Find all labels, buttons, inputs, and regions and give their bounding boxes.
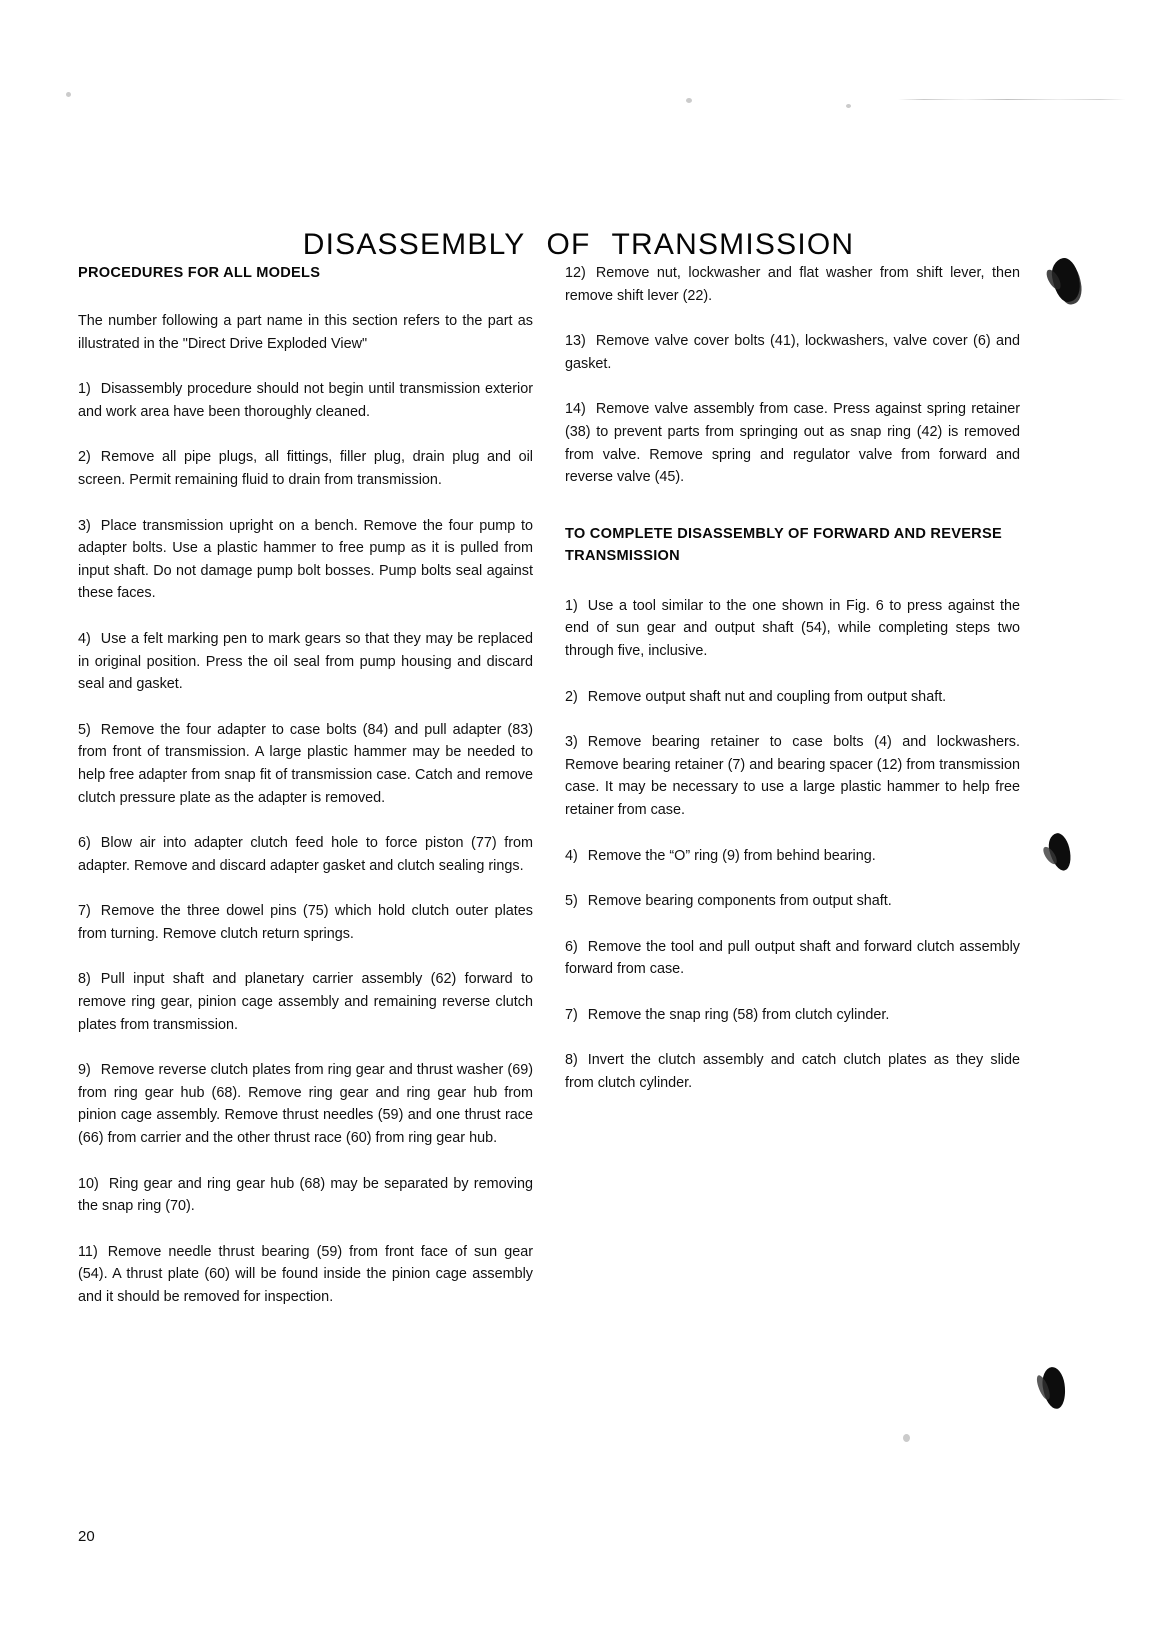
list-item <box>565 1004 1020 1027</box>
list-item <box>78 515 533 605</box>
binder-smudge-middle <box>1046 831 1075 873</box>
list-item <box>565 731 1020 821</box>
list-item <box>78 628 533 696</box>
step-text: Remove bearing retainer to case bolts (4) and lockwashers. Remove bearing retainer (7) and bearing spacer (12) from transmission case. It may be necessary to use a large plastic hammer to help free retainer from case. <box>565 734 1020 818</box>
step-number: 3) <box>78 517 91 534</box>
step-number: 7) <box>78 903 91 920</box>
step-number: 4) <box>78 630 91 647</box>
step-text: Remove the tool and pull output shaft and forward clutch assembly forward from case. <box>565 938 1020 978</box>
section-heading-complete-disassembly: TO COMPLETE DISASSEMBLY OF FORWARD AND REVERSE TRANSMISSION <box>565 525 1002 564</box>
step-number: 4) <box>565 847 578 864</box>
step-text: Remove needle thrust bearing (59) from front face of sun gear (54). A thrust plate (60) will be found inside the pinion cage assembly and it should be removed for inspection. <box>78 1243 533 1305</box>
step-text: Remove output shaft nut and coupling from output shaft. <box>587 688 947 705</box>
scan-speck <box>66 92 71 97</box>
step-number: 12) <box>565 265 586 281</box>
step-text: Remove the snap ring (58) from clutch cylinder. <box>587 1006 890 1023</box>
list-item <box>78 1059 533 1149</box>
left-column <box>78 262 533 1309</box>
step-text: Remove nut, lockwasher and flat washer from shift lever, then remove shift lever (22). <box>565 265 1020 304</box>
step-text: Pull input shaft and planetary carrier assembly (62) forward to remove ring gear, pinion cage assembly and remaining reverse clutch plates from transmission. <box>78 971 533 1033</box>
step-text: Remove valve assembly from case. Press against spring retainer (38) to prevent parts from springing out as snap ring (42) is removed from valve. Remove spring and regulator valve from forward and reverse valve (45). <box>565 401 1020 486</box>
step-number: 5) <box>565 893 578 910</box>
list-item <box>78 719 533 809</box>
step-number: 11) <box>78 1243 98 1260</box>
scan-speck <box>686 98 692 103</box>
list-item <box>565 1049 1020 1094</box>
step-number: 8) <box>78 971 91 988</box>
intro-paragraph: The number following a part name in this section refers to the part as illustrated in the "Direct Drive Exploded View" <box>78 313 533 352</box>
step-text: Disassembly procedure should not begin until transmission exterior and work area have been thoroughly cleaned. <box>78 381 533 420</box>
list-item <box>565 936 1020 981</box>
scan-speck <box>903 1434 910 1442</box>
step-text: Use a felt marking pen to mark gears so that they may be replaced in original position. Press the oil seal from pump housing and discard seal and gasket. <box>78 630 533 693</box>
step-number: 6) <box>78 835 91 852</box>
list-item <box>78 1173 533 1218</box>
list-item <box>78 446 533 491</box>
step-number: 2) <box>565 688 578 705</box>
step-number: 1) <box>78 381 91 398</box>
scan-speck <box>846 104 851 108</box>
step-number: 2) <box>78 449 91 466</box>
step-text: Ring gear and ring gear hub (68) may be separated by removing the snap ring (70). <box>78 1175 533 1215</box>
list-item <box>78 900 533 945</box>
step-number: 13) <box>565 333 586 350</box>
step-number: 14) <box>565 401 586 418</box>
step-text: Remove the “O” ring (9) from behind bearing. <box>587 847 876 864</box>
step-number: 6) <box>565 938 578 955</box>
step-number: 3) <box>565 734 578 751</box>
binder-smudge-top <box>1049 256 1084 304</box>
step-text: Remove the four adapter to case bolts (84) and pull adapter (83) from front of transmission. A large plastic hammer may be needed to help free adapter from snap fit of transmission case. Catch and remove clutch pressure plate as the adapter is removed. <box>78 721 533 806</box>
step-text: Remove valve cover bolts (41), lockwashers, valve cover (6) and gasket. <box>565 333 1020 372</box>
list-item <box>565 595 1020 663</box>
step-number: 10) <box>78 1175 99 1192</box>
step-text: Remove the three dowel pins (75) which hold clutch outer plates from turning. Remove clutch return springs. <box>78 903 533 942</box>
list-item <box>565 890 1020 913</box>
page-title: DISASSEMBLY OF TRANSMISSION <box>302 228 855 262</box>
list-item <box>565 845 1020 868</box>
list-item <box>78 832 533 877</box>
list-item <box>78 1241 533 1309</box>
list-item <box>565 262 1020 307</box>
step-number: 5) <box>78 721 91 738</box>
step-number: 1) <box>565 597 578 614</box>
step-number: 7) <box>565 1006 578 1023</box>
list-item <box>565 398 1020 488</box>
step-number: 8) <box>565 1052 578 1069</box>
step-text: Use a tool similar to the one shown in Fig. 6 to press against the end of sun gear and output shaft (54), while completing steps two through five, inclusive. <box>565 597 1020 659</box>
right-column <box>565 262 1020 1095</box>
step-number: 9) <box>78 1062 91 1079</box>
step-text: Remove bearing components from output shaft. <box>587 893 892 910</box>
list-item <box>565 686 1020 709</box>
step-text: Remove reverse clutch plates from ring gear and thrust washer (69) from ring gear hub (68). Remove ring gear and ring gear hub from pinion cage assembly. Remove thrust needles (59) and one thrust race (66) from carrier and the other thrust race (60) from ring gear hub. <box>78 1062 533 1147</box>
step-text: Blow air into adapter clutch feed hole to force piston (77) from adapter. Remove and discard adapter gasket and clutch sealing rings. <box>78 835 533 874</box>
list-item <box>78 968 533 1036</box>
section-heading-procedures: PROCEDURES FOR ALL MODELS <box>78 265 321 281</box>
list-item <box>565 330 1020 375</box>
binder-smudge-bottom <box>1040 1366 1068 1411</box>
step-text: Remove all pipe plugs, all fittings, filler plug, drain plug and oil screen. Permit remaining fluid to drain from transmission. <box>78 449 533 488</box>
step-text: Place transmission upright on a bench. Remove the four pump to adapter bolts. Use a plastic hammer to free pump as it is pulled from input shaft. Do not damage pump bolt bosses. Pump bolts seal against these faces. <box>78 517 533 602</box>
page-number: 20 <box>78 1528 95 1545</box>
scan-edge-streak <box>896 99 1128 100</box>
step-text: Invert the clutch assembly and catch clutch plates as they slide from clutch cylinder. <box>565 1052 1020 1092</box>
list-item <box>78 378 533 423</box>
